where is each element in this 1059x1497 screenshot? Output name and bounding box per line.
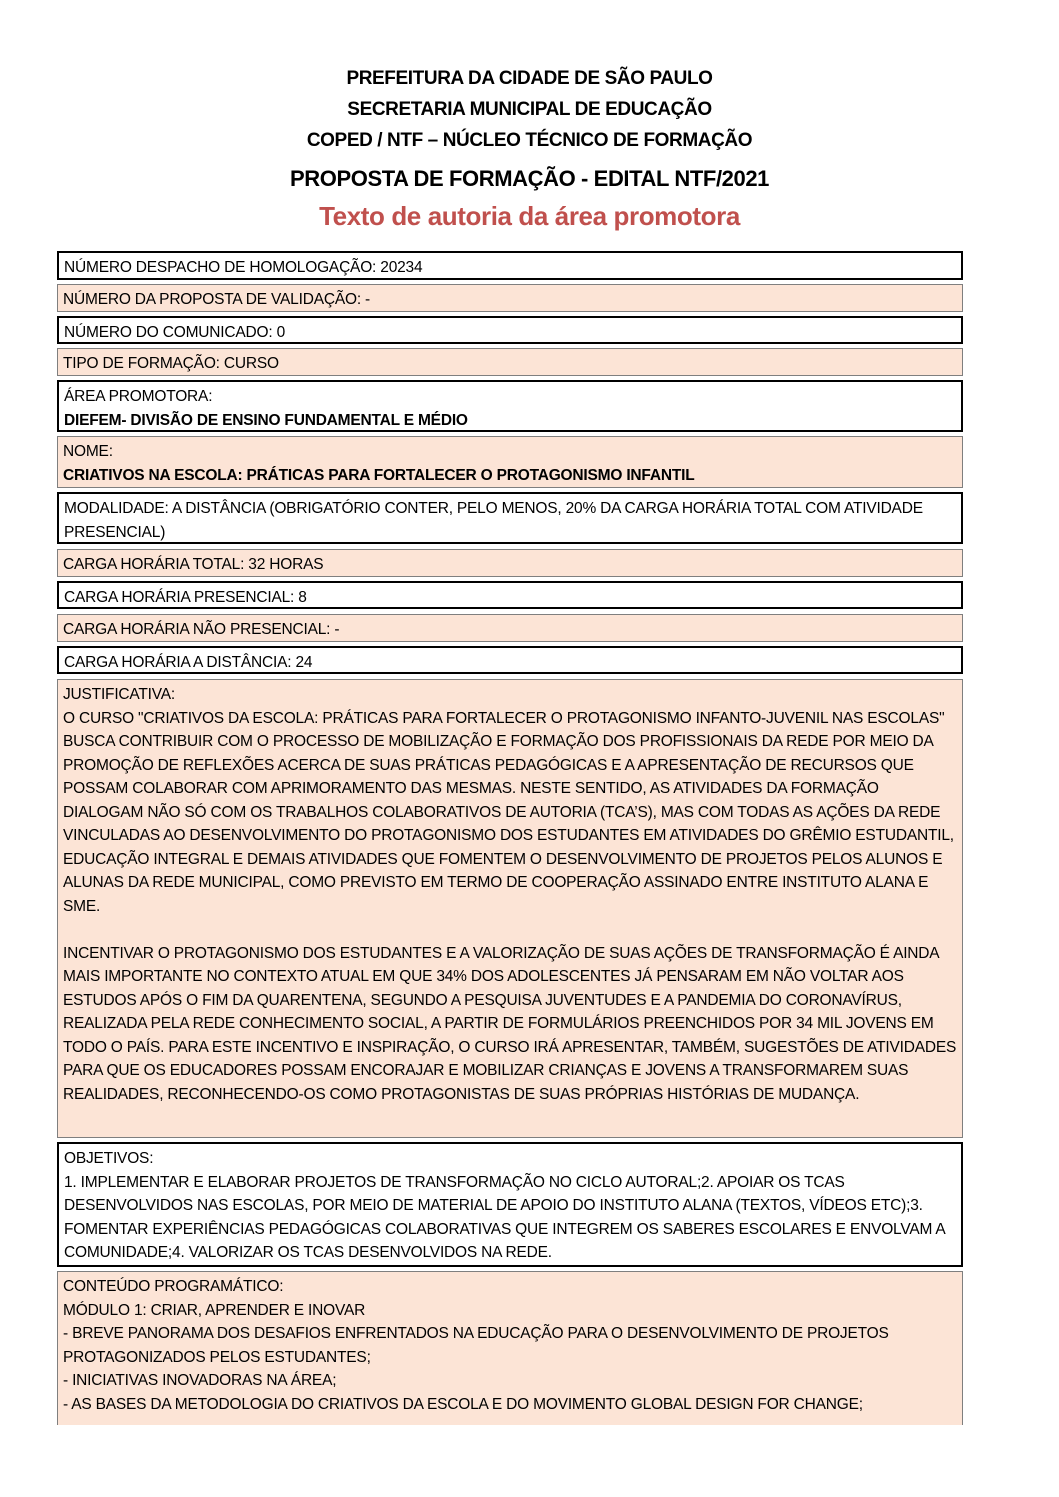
field-tipo — [57, 348, 963, 376]
field-carga-total-text: CARGA HORÁRIA TOTAL: 32 HORAS — [63, 556, 324, 573]
field-carga-presencial-text: CARGA HORÁRIA PRESENCIAL: 8 — [64, 589, 307, 606]
section-objetivos — [57, 1142, 963, 1267]
field-modalidade — [57, 492, 963, 544]
conteudo-item: - INICIATIVAS INOVADORAS NA ÁREA; — [63, 1372, 337, 1389]
header-prefeitura: PREFEITURA DA CIDADE DE SÃO PAULO — [346, 68, 713, 89]
field-nome-label: NOME: — [63, 443, 113, 460]
field-validacao-text: NÚMERO DA PROPOSTA DE VALIDAÇÃO: - — [63, 291, 370, 308]
section-justificativa — [57, 679, 963, 1138]
field-comunicado — [57, 316, 963, 344]
field-carga-nao-presencial — [57, 614, 963, 642]
field-carga-total — [57, 549, 963, 577]
field-carga-nao-presencial-text: CARGA HORÁRIA NÃO PRESENCIAL: - — [63, 621, 340, 638]
field-comunicado-text: NÚMERO DO COMUNICADO: 0 — [64, 324, 286, 341]
field-area-label: ÁREA PROMOTORA: — [64, 388, 213, 405]
field-area-value: DIEFEM- DIVISÃO DE ENSINO FUNDAMENTAL E MÉDIO — [64, 411, 468, 429]
justificativa-label: JUSTIFICATIVA: — [63, 686, 176, 703]
header-proposta: PROPOSTA DE FORMAÇÃO - EDITAL NTF/2021 — [289, 166, 770, 191]
field-tipo-text: TIPO DE FORMAÇÃO: CURSO — [63, 355, 279, 372]
conteudo-item: - BREVE PANORAMA DOS DESAFIOS ENFRENTADOS NA EDUCAÇÃO PARA O DESENVOLVIMENTO DE PROJETOS PROTAGONIZADOS PELOS ESTUDANTES; — [63, 1325, 889, 1366]
justificativa-paragraph-1: O CURSO "CRIATIVOS DA ESCOLA: PRÁTICAS PARA FORTALECER O PROTAGONISMO INFANTO-JUVENIL NAS ESCOLAS" BUSCA CONTRIBUIR COM O PROCESSO DE MOBILIZAÇÃO E FORMAÇÃO DOS PROFISSIONAIS DA REDE POR MEIO DA PROMOÇÃO DE REFLEXÕES ACERCA DE SUAS PRÁTICAS PEDAGÓGICAS E A APRESENTAÇÃO DE RECURSOS QUE POSSAM COLABORAR COM APRIMORAMENTO DAS MESMAS. NESTE SENTIDO, AS ATIVIDADES DA FORMAÇÃO DIALOGAM NÃO SÓ COM OS TRABALHOS COLABORATIVOS DE AUTORIA (TCA’S), MAS COM TODAS AS AÇÕES DA REDE VINCULADAS AO DESENVOLVIMENTO DO PROTAGONISMO DOS ESTUDANTES EM ATIVIDADES DO GRÊMIO ESTUDANTIL, EDUCAÇÃO INTEGRAL E DEMAIS ATIVIDADES QUE FOMENTEM O DESENVOLVIMENTO DE PROJETOS PELOS ALUNOS E ALUNAS DA REDE MUNICIPAL, COMO PREVISTO EM TERMO DE COOPERAÇÃO ASSINADO ENTRE INSTITUTO ALANA E SME. — [63, 709, 954, 915]
justificativa-paragraph-2: INCENTIVAR O PROTAGONISMO DOS ESTUDANTES E A VALORIZAÇÃO DE SUAS AÇÕES DE TRANSFORMAÇÃO É AINDA MAIS IMPORTANTE NO CONTEXTO ATUAL EM QUE 34% DOS ADOLESCENTES JÁ PENSARAM EM NÃO VOLTAR AOS ESTUDOS APÓS O FIM DA QUARENTENA, SEGUNDO A PESQUISA JUVENTUDES E A PANDEMIA DO CORONAVÍRUS, REALIZADA PELA REDE CONHECIMENTO SOCIAL, A PARTIR DE FORMULÁRIOS PREENCHIDOS POR 34 MIL JOVENS EM TODO O PAÍS. PARA ESTE INCENTIVO E INSPIRAÇÃO, O CURSO IRÁ APRESENTAR, TAMBÉM, SUGESTÕES DE ATIVIDADES PARA QUE OS EDUCADORES POSSAM ENCORAJAR E MOBILIZAR CRIANÇAS E JOVENS A TRANSFORMAREM SUAS REALIDADES, RECONHECENDO-OS COMO PROTAGONISTAS DE SUAS PRÓPRIAS HISTÓRIAS DE MUDANÇA. — [63, 944, 957, 1103]
header-coped: COPED / NTF – NÚCLEO TÉCNICO DE FORMAÇÃO — [306, 130, 753, 151]
conteudo-label: CONTEÚDO PROGRAMÁTICO: — [63, 1278, 284, 1295]
objetivos-text: 1. IMPLEMENTAR E ELABORAR PROJETOS DE TRANSFORMAÇÃO NO CICLO AUTORAL;2. APOIAR OS TCAS DESENVOLVIDOS NAS ESCOLAS, POR MEIO DE MATERIAL DE APOIO DO INSTITUTO ALANA (TEXTOS, VÍDEOS ETC);3. FOMENTAR EXPERIÊNCIAS PEDAGÓGICAS COLABORATIVAS QUE INTEGREM OS SABERES ESCOLARES E ENVOLVAM A COMUNIDADE;4. VALORIZAR OS TCAS DESENVOLVIDOS NA REDE. — [64, 1173, 945, 1261]
field-area-promotora — [57, 380, 963, 432]
field-despacho-text: NÚMERO DESPACHO DE HOMOLOGAÇÃO: 20234 — [64, 259, 423, 276]
field-nome-value: CRIATIVOS NA ESCOLA: PRÁTICAS PARA FORTALECER O PROTAGONISMO INFANTIL — [63, 466, 695, 484]
field-carga-distancia-text: CARGA HORÁRIA A DISTÂNCIA: 24 — [64, 654, 313, 671]
field-nome — [57, 436, 963, 488]
field-validacao — [57, 284, 963, 312]
field-despacho — [57, 251, 963, 280]
field-modalidade-text: MODALIDADE: A DISTÂNCIA (OBRIGATÓRIO CONTER, PELO MENOS, 20% DA CARGA HORÁRIA TOTAL COM ATIVIDADE PRESENCIAL) — [64, 500, 923, 541]
header-autoria: Texto de autoria da área promotora — [319, 201, 740, 231]
conteudo-item: - AS BASES DA METODOLOGIA DO CRIATIVOS DA ESCOLA E DO MOVIMENTO GLOBAL DESIGN FOR CHANGE; — [63, 1395, 863, 1413]
objetivos-label: OBJETIVOS: — [64, 1150, 154, 1167]
field-carga-distancia — [57, 646, 963, 674]
conteudo-modulo-1: MÓDULO 1: CRIAR, APRENDER E INOVAR — [63, 1301, 366, 1319]
section-conteudo — [57, 1271, 963, 1425]
header-secretaria: SECRETARIA MUNICIPAL DE EDUCAÇÃO — [347, 99, 712, 120]
field-carga-presencial — [57, 581, 963, 609]
